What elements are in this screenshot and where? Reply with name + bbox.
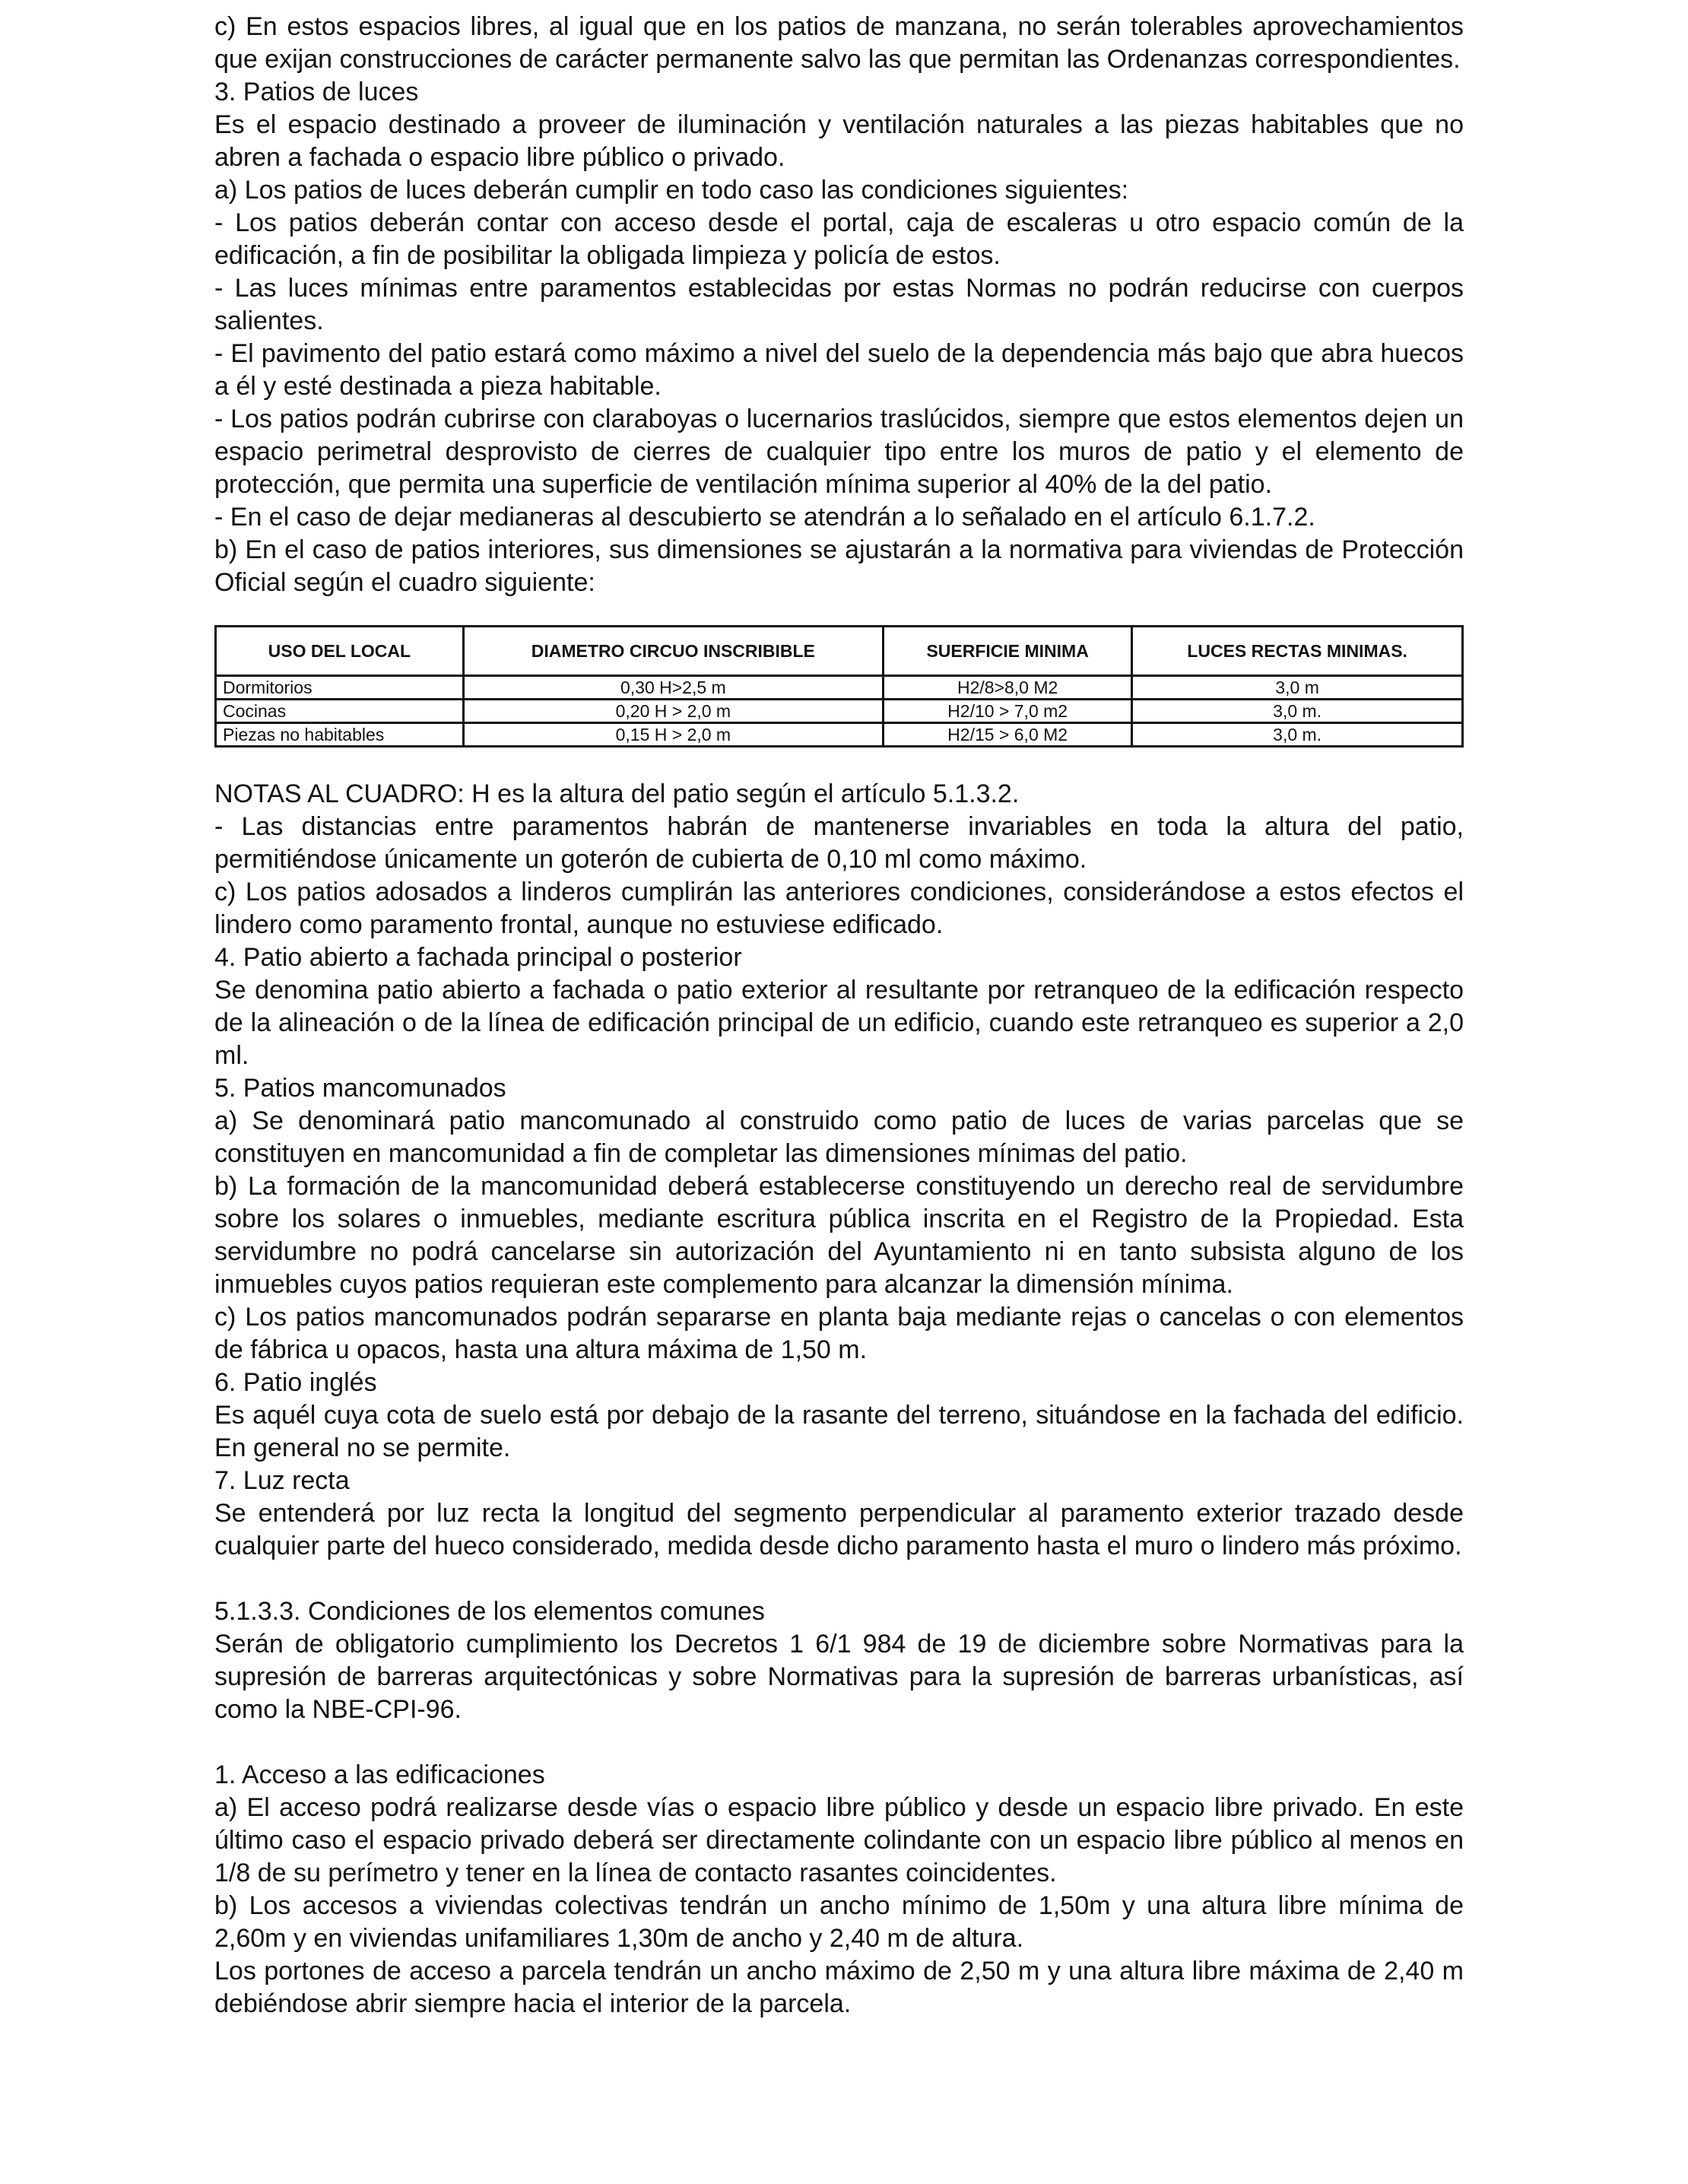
paragraph: Es el espacio destinado a proveer de iluminación y ventilación naturales a las piezas habitables que no abren a fachada o espacio libre público o privado. <box>214 110 1464 172</box>
table-cell: 3,0 m. <box>1132 723 1463 747</box>
paragraph: Los portones de acceso a parcela tendrán un ancho máximo de 2,50 m y una altura libre máxima de 2,40 m debiéndose abrir siempre hacia el interior de la parcela. <box>214 1957 1464 2018</box>
paragraph: c) Los patios mancomunados podrán separarse en planta baja mediante rejas o cancelas o con elementos de fábrica u opacos, hasta una altura máxima de 1,50 m. <box>214 1303 1464 1364</box>
table-header-row <box>216 627 1463 676</box>
table-cell: 0,30 H>2,5 m <box>463 676 883 700</box>
paragraph: Se denomina patio abierto a fachada o patio exterior al resultante por retranqueo de la edificación respecto de la alineación o de la línea de edificación principal de un edificio, cuando este retranqueo es superior a 2,0 ml. <box>214 976 1464 1070</box>
table-cell: Piezas no habitables <box>216 723 464 747</box>
table-row <box>216 723 1463 747</box>
section-elementos-comunes <box>214 1595 1464 1726</box>
table-header-cell: USO DEL LOCAL <box>216 627 464 676</box>
blank-line <box>214 1563 1464 1595</box>
paragraph: c) Los patios adosados a linderos cumplirán las anteriores condiciones, considerándose a estos efectos el lindero como paramento frontal, aunque no estuviese edificado. <box>214 878 1464 939</box>
paragraph: 5. Patios mancomunados <box>214 1074 506 1103</box>
blank-line <box>214 1726 1464 1759</box>
document-page <box>214 11 1464 2021</box>
table-cell: 0,20 H > 2,0 m <box>463 700 883 723</box>
paragraph: - Los patios deberán contar con acceso desde el portal, caja de escaleras u otro espacio común de la edificación, a fin de posibilitar la obligada limpieza y policía de estos. <box>214 208 1464 270</box>
paragraph: a) Se denominará patio mancomunado al construido como patio de luces de varias parcelas que se constituyen en mancomunidad a fin de completar las dimensiones mínimas del patio. <box>214 1106 1464 1168</box>
table-cell: 0,15 H > 2,0 m <box>463 723 883 747</box>
paragraph: 4. Patio abierto a fachada principal o posterior <box>214 943 742 972</box>
paragraph: Es aquél cuya cota de suelo está por debajo de la rasante del terreno, situándose en la fachada del edificio. En general no se permite. <box>214 1401 1464 1462</box>
paragraph: Serán de obligatorio cumplimiento los Decretos 1 6/1 984 de 19 de diciembre sobre Normativas para la supresión de barreras arquitectónicas y sobre Normativas para la supresión de barreras urbanísticas, así como la NBE-CPI-96. <box>214 1630 1464 1724</box>
table-cell: H2/10 > 7,0 m2 <box>883 700 1131 723</box>
paragraph: - Las luces mínimas entre paramentos establecidas por estas Normas no podrán reducirse con cuerpos salientes. <box>214 274 1464 335</box>
paragraph: - En el caso de dejar medianeras al descubierto se atendrán a lo señalado en el artículo 6.1.7.2. <box>214 503 1315 532</box>
paragraph: 1. Acceso a las edificaciones <box>214 1760 545 1789</box>
table-cell: Cocinas <box>216 700 464 723</box>
paragraph: c) En estos espacios libres, al igual que en los patios de manzana, no serán tolerables aprovechamientos que exijan construcciones de carácter permanente salvo las que permitan las Ordenanzas correspondientes. <box>214 12 1464 74</box>
patio-dimensions-table <box>214 625 1464 748</box>
paragraph: NOTAS AL CUADRO: H es la altura del patio según el artículo 5.1.3.2. <box>214 779 1020 808</box>
paragraph: - Los patios podrán cubrirse con claraboyas o lucernarios traslúcidos, siempre que estos elementos dejen un espacio perimetral desprovisto de cierres de cualquier tipo entre los muros de patio y el elemento de protección, que permita una superficie de ventilación mínima superior al 40% de la del patio. <box>214 405 1464 499</box>
paragraph: Se entenderá por luz recta la longitud del segmento perpendicular al paramento exterior trazado desde cualquier parte del hueco considerado, medida desde dicho paramento hasta el muro o lindero más próximo. <box>214 1499 1464 1560</box>
table-row <box>216 700 1463 723</box>
paragraph: 7. Luz recta <box>214 1466 350 1495</box>
table-cell: 3,0 m <box>1132 676 1463 700</box>
table-cell: 3,0 m. <box>1132 700 1463 723</box>
paragraph: 3. Patios de luces <box>214 78 419 106</box>
table-cell: H2/15 > 6,0 M2 <box>883 723 1131 747</box>
text-block-after-table <box>214 778 1464 1563</box>
table-header-cell: LUCES RECTAS MINIMAS. <box>1132 627 1463 676</box>
table-cell: Dormitorios <box>216 676 464 700</box>
paragraph: b) En el caso de patios interiores, sus dimensiones se ajustarán a la normativa para viviendas de Protección Oficial según el cuadro siguiente: <box>214 535 1464 597</box>
paragraph: a) El acceso podrá realizarse desde vías o espacio libre público y desde un espacio libre privado. En este último caso el espacio privado deberá ser directamente colindante con un espacio libre público al menos en 1/8 de su perímetro y tener en la línea de contacto rasantes coincidentes. <box>214 1793 1464 1887</box>
table-header-cell: SUERFICIE MINIMA <box>883 627 1131 676</box>
paragraph: b) Los accesos a viviendas colectivas tendrán un ancho mínimo de 1,50m y una altura libre mínima de 2,60m y en viviendas unifamiliares 1,30m de ancho y 2,40 m de altura. <box>214 1891 1464 1953</box>
table-row <box>216 676 1463 700</box>
table-cell: H2/8>8,0 M2 <box>883 676 1131 700</box>
paragraph: 6. Patio inglés <box>214 1368 377 1397</box>
section-acceso-edificaciones <box>214 1759 1464 2021</box>
paragraph: 5.1.3.3. Condiciones de los elementos comunes <box>214 1597 765 1626</box>
text-block-before-table <box>214 11 1464 599</box>
paragraph: b) La formación de la mancomunidad deberá establecerse constituyendo un derecho real de servidumbre sobre los solares o inmuebles, mediante escritura pública inscrita en el Registro de la Propiedad. Esta servidumbre no podrá cancelarse sin autorización del Ayuntamiento ni en tanto subsista alguno de los inmuebles cuyos patios requieran este complemento para alcanzar la dimensión mínima. <box>214 1172 1464 1299</box>
paragraph: - El pavimento del patio estará como máximo a nivel del suelo de la dependencia más bajo que abra huecos a él y esté destinada a pieza habitable. <box>214 339 1464 401</box>
paragraph: a) Los patios de luces deberán cumplir en todo caso las condiciones siguientes: <box>214 176 1129 205</box>
table-header-cell: DIAMETRO CIRCUO INSCRIBIBLE <box>463 627 883 676</box>
paragraph: - Las distancias entre paramentos habrán de mantenerse invariables en toda la altura del patio, permitiéndose únicamente un goterón de cubierta de 0,10 ml como máximo. <box>214 812 1464 874</box>
